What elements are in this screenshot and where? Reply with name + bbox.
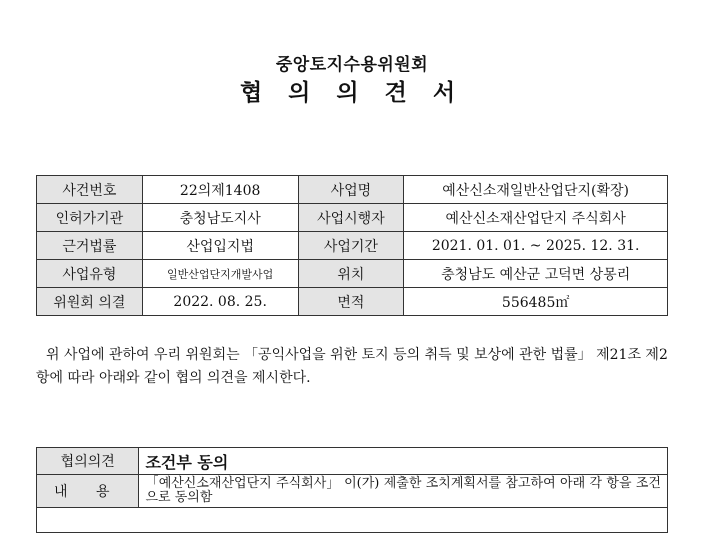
intro-paragraph: 위 사업에 관하여 우리 위원회는 「공익사업을 위한 토지 등의 취득 및 보상에 관한 법률」 제21조 제2항에 따라 아래와 같이 협의 의견을 제시한다. bbox=[36, 347, 668, 386]
table-row bbox=[37, 176, 668, 204]
location-label: 위치 bbox=[298, 260, 404, 288]
content-label: 내 용 bbox=[37, 475, 139, 508]
document-title: 협 의 의 견 서 bbox=[239, 80, 465, 106]
law-value: 산업입지법 bbox=[142, 232, 298, 260]
table-row bbox=[37, 232, 668, 260]
decision-label: 위원회 의결 bbox=[37, 288, 143, 316]
case-no-value: 22의제1408 bbox=[142, 176, 298, 204]
opinion-table bbox=[36, 447, 668, 533]
period-value: 2021. 01. 01. ~ 2025. 12. 31. bbox=[404, 232, 668, 260]
content-value: 「예산신소재산업단지 주식회사」 이(가) 제출한 조치계획서를 참고하여 아래 각 항을 조건으로 동의함 bbox=[139, 475, 668, 508]
table-row bbox=[37, 288, 668, 316]
case-info-table bbox=[36, 175, 668, 316]
location-value: 충청남도 예산군 고덕면 상몽리 bbox=[404, 260, 668, 288]
case-no-label: 사건번호 bbox=[37, 176, 143, 204]
table-row bbox=[37, 204, 668, 232]
type-label: 사업유형 bbox=[37, 260, 143, 288]
table-row bbox=[37, 260, 668, 288]
period-label: 사업기간 bbox=[298, 232, 404, 260]
law-label: 근거법률 bbox=[37, 232, 143, 260]
authority-label: 인허가기관 bbox=[37, 204, 143, 232]
project-name-label: 사업명 bbox=[298, 176, 404, 204]
authority-value: 충청남도지사 bbox=[142, 204, 298, 232]
opinion-value: 조건부 동의 bbox=[139, 448, 668, 475]
table-row bbox=[37, 448, 668, 475]
opinion-label: 협의의견 bbox=[37, 448, 139, 475]
organization-name: 중앙토지수용위원회 bbox=[275, 55, 429, 75]
table-row bbox=[37, 508, 668, 533]
table-row bbox=[37, 475, 668, 508]
decision-date-value: 2022. 08. 25. bbox=[142, 288, 298, 316]
type-value: 일반산업단지개발사업 bbox=[142, 260, 298, 288]
project-name-value: 예산신소재일반산업단지(확장) bbox=[404, 176, 668, 204]
area-label: 면적 bbox=[298, 288, 404, 316]
operator-label: 사업시행자 bbox=[298, 204, 404, 232]
operator-value: 예산신소재산업단지 주식회사 bbox=[404, 204, 668, 232]
content-continuation bbox=[37, 508, 668, 533]
area-value: 556485㎡ bbox=[404, 288, 668, 316]
